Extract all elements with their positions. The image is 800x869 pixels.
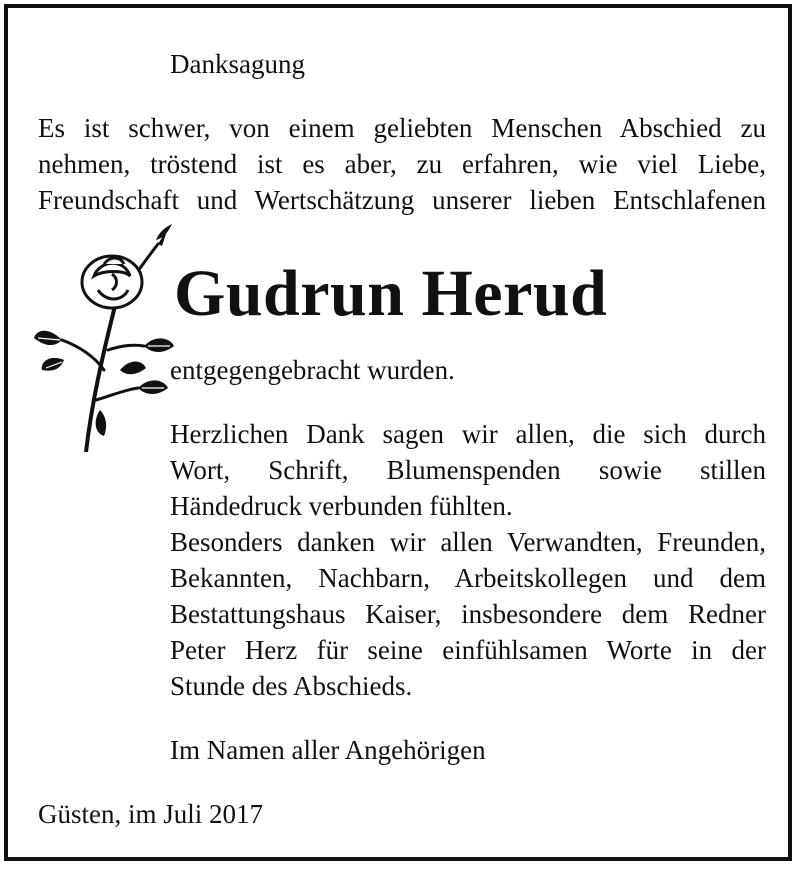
special-line-2: Bekannten, Nachbarn, Arbeitskollegen und dem — [170, 563, 766, 593]
intro-line-3: Freundschaft und Wertschätzung unserer lieben Entschlafenen — [38, 185, 766, 215]
intro-line-2: nehmen, tröstend ist es aber, zu erfahren, wie viel Liebe, — [38, 149, 766, 179]
special-line-4: Peter Herz für seine einfühlsamen Worte in der — [170, 635, 766, 665]
notice-heading: Danksagung — [170, 49, 305, 79]
rose-icon — [34, 220, 178, 452]
special-line-1: Besonders danken wir allen Verwandten, Freunden, — [170, 527, 766, 557]
obituary-notice — [4, 4, 792, 861]
special-line-5: Stunde des Abschieds. — [170, 671, 413, 701]
thanks-line-3: Händedruck verbunden fühlten. — [170, 491, 513, 521]
place-date: Güsten, im Juli 2017 — [38, 799, 264, 829]
deceased-name: Gudrun Herud — [174, 257, 608, 330]
thanks-line-1: Herzlichen Dank sagen wir allen, die sich durch — [170, 419, 766, 449]
intro-line-1: Es ist schwer, von einem geliebten Menschen Abschied zu — [38, 113, 766, 143]
signature: Im Namen aller Angehörigen — [170, 735, 486, 765]
special-line-3: Bestattungshaus Kaiser, insbesondere dem Redner — [170, 599, 766, 629]
thanks-line-2: Wort, Schrift, Blumenspenden sowie stillen — [170, 455, 766, 485]
after-name-text: entgegengebracht wurden. — [170, 355, 455, 385]
